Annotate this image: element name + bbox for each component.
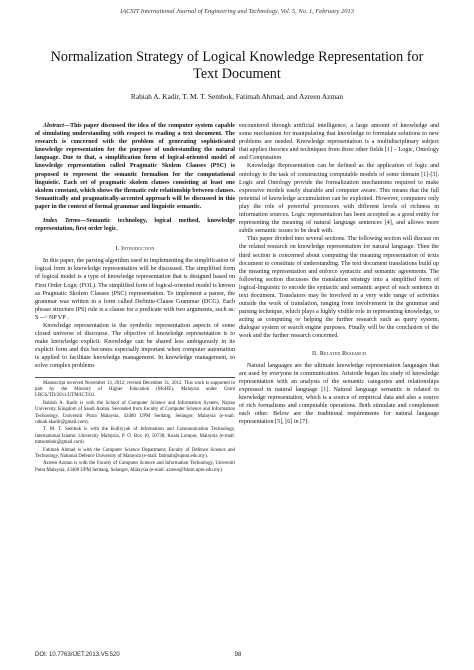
index-terms-label: Index Terms [43,218,81,225]
page-number: 98 [234,652,242,658]
footnote-author-4: Azreen Azman is with the Faculty of Computer Science and Information Technology, Universiti Putra Malaysia, 43400 UPM Serdang, Selangor, Malaysia (e-mail: azreen@fsktm.upm.edu.my). [35,461,235,473]
footnotes [35,377,235,475]
running-head: IACSIT International Journal of Engineering and Technology, Vol. 5, No. 1, February 2013 [120,8,354,15]
section-heading-introduction: I. Introduction [115,246,155,253]
footnote-author-1: Rabiah A. Kadir is with the School of Computer Science and Information System, Najran University, Kingdom of Saudi Arabia. Seconded from Faculty of Computer Science and Information Technology, Universiti Putra Malaysia, 43400 UPM Serdang, Selangor, Malaysia (e-mail: rabiah.akadir@gmail.com). [35,400,235,425]
intro-paragraph-1: In this paper, the parsing algorithm used in implementing the simplification of logical form in knowledge representation will be discussed. The simplified form of logical model is a type of knowledge representation that is designed based on First Order Logic (FOL). The simplified form of logical-oriented model is known as Pragmatic Skolem Clauses (PSC) representation. To implement a parser, the grammar was written in a form called Definite-Clause Grammar (DCG). Each phrase structure (PS) rule is a clause for a predicate with two arguments, such as: S --> NP VP . [35,258,235,321]
abstract [35,122,235,211]
right-paragraph-2: Knowledge Representation can be defined as the application of logic and ontology to the task of constructing computable models of some domain [1]-[3]. Logic and Ontology provide the formalization mechanisms required to make expressive models easily sharable and computer aware. This means that the full potential of knowledge accumulation can be exploited. However, computers only play the role of powerful processors with different levels of richness in information sources. Logic representation has been accepted as a good entity for representing the meaning of natural language sentences [4], and allows more subtle semantic issues to be dealt with. [239,163,439,235]
paper-title: Normalization Strategy of Logical Knowledge Representation for Text Document [50,49,424,82]
right-column [239,122,439,426]
footnote-manuscript: Manuscript received November 13, 2012; revised December 31, 2012. This work is supported in part by the Ministry of Higher Education (MoHE), Malaysia under Grant LRGS/TD/2011/UTM/ICT/03. [35,380,235,399]
author-list: Rabiah A. Kadir, T. M. T. Sembok, Fatimah Ahmad, and Azreen Azman [130,92,344,101]
footnote-author-3: Fatimah Ahmad is with the Computer Science Department, Faculty of Defence Science and Technology, National Defence University of Malaysia (e-mail: fatimah@upnm.edu.my). [35,447,235,459]
abstract-label: Abstract [43,123,64,129]
right-paragraph-3: This paper divided into several sections. The following section will discuss on the related research on knowledge representation for natural language. Then the third section is concerned about computing the meaning representation of texts document to constitute of understanding. The text document translations build up the meaning representation and enforce syntactic and semantic agreements. The following section discusses the translation strategy into a simplified form of logical-linguistic to encode the syntactic and semantic aspect of each sentence in text document. Translators may be involved in a very wide range of activities outside the work of translation, ranging from involvement in the grammar and parsing technique, which plays a highly visible role in representing knowledge, to acting as computing or helping the further research such as query system, dialogue system or search engine purposes. Finally will be the conclusion of the work and the further research concerned. [239,236,439,340]
intro-paragraph-2: Knowledge representation is the symbolic representation aspects of some closed universe of discourse. The objective of knowledge representation is to make knowledge explicit. Knowledge can be shared less ambiguously in its explicit form and this becomes especially important when computer automation is applied to facilitate knowledge management. In knowledge management, to solve complex problems [35,322,235,370]
left-column [35,122,235,475]
index-terms-text: —Semantic technology, logical method, knowledge representation, first order logic. [35,218,235,233]
abstract-text: —This paper discussed the idea of the computer system capable of simulating understanding with respect to reading a text document. The research is concerned with the problem of generating sophisticated knowledge representation for the purpose of understanding the natural language. Due to that, a simplification form of logical-oriented model of knowledge representation called Pragmatic Skolem Clauses (PSC) is proposed to represent the semantic formalism for the computational linguistic. Each set of pragmatic skolem clauses consisting at least one skolem constant, which shows the thematic role relationship between clauses. Semantically and pragmatically-accented approach will be discussed in this paper in the context of formal grammar and linguistic semantic. [35,123,235,210]
index-terms [35,217,235,233]
section-heading-related-research: II. Related Research [311,350,367,357]
right-paragraph-1: encountered through artificial intelligence, a large amount of knowledge and some mechanism for manipulating that knowledge to formulate solutions to new problems are needed. Knowledge representation is a multidisciplinary subject that applies theories and techniques from three other fields [1] – Logic, Ontology and Computation [239,123,439,162]
related-paragraph-1: Natural languages are the ultimate knowledge representation languages that are used by everyone in communication. Aristotle began his study of knowledge representation with an analysis of the semantic categories and relationships expressed in natural language [1]. Natural language semantic is related to knowledge representation, which is a source of empirical data and also a source of rich formalisms and computable operations. Both stimulate and complement each other. Below are the traditional requirements for natural language representation [5], [6] in [7]: [239,362,439,426]
footer-doi: DOI: 10.7763/IJET.2013.V5.520 [35,652,120,658]
footnote-author-2: T. M. T. Sembok is with the Kulliyyah of Information and Communication Technology, International Islamic University Malaysia, P. O. Box 10, 50728, Kuala Lumpur, Malaysia (e-mail: tmtsembok@gmail.com). [35,427,235,446]
